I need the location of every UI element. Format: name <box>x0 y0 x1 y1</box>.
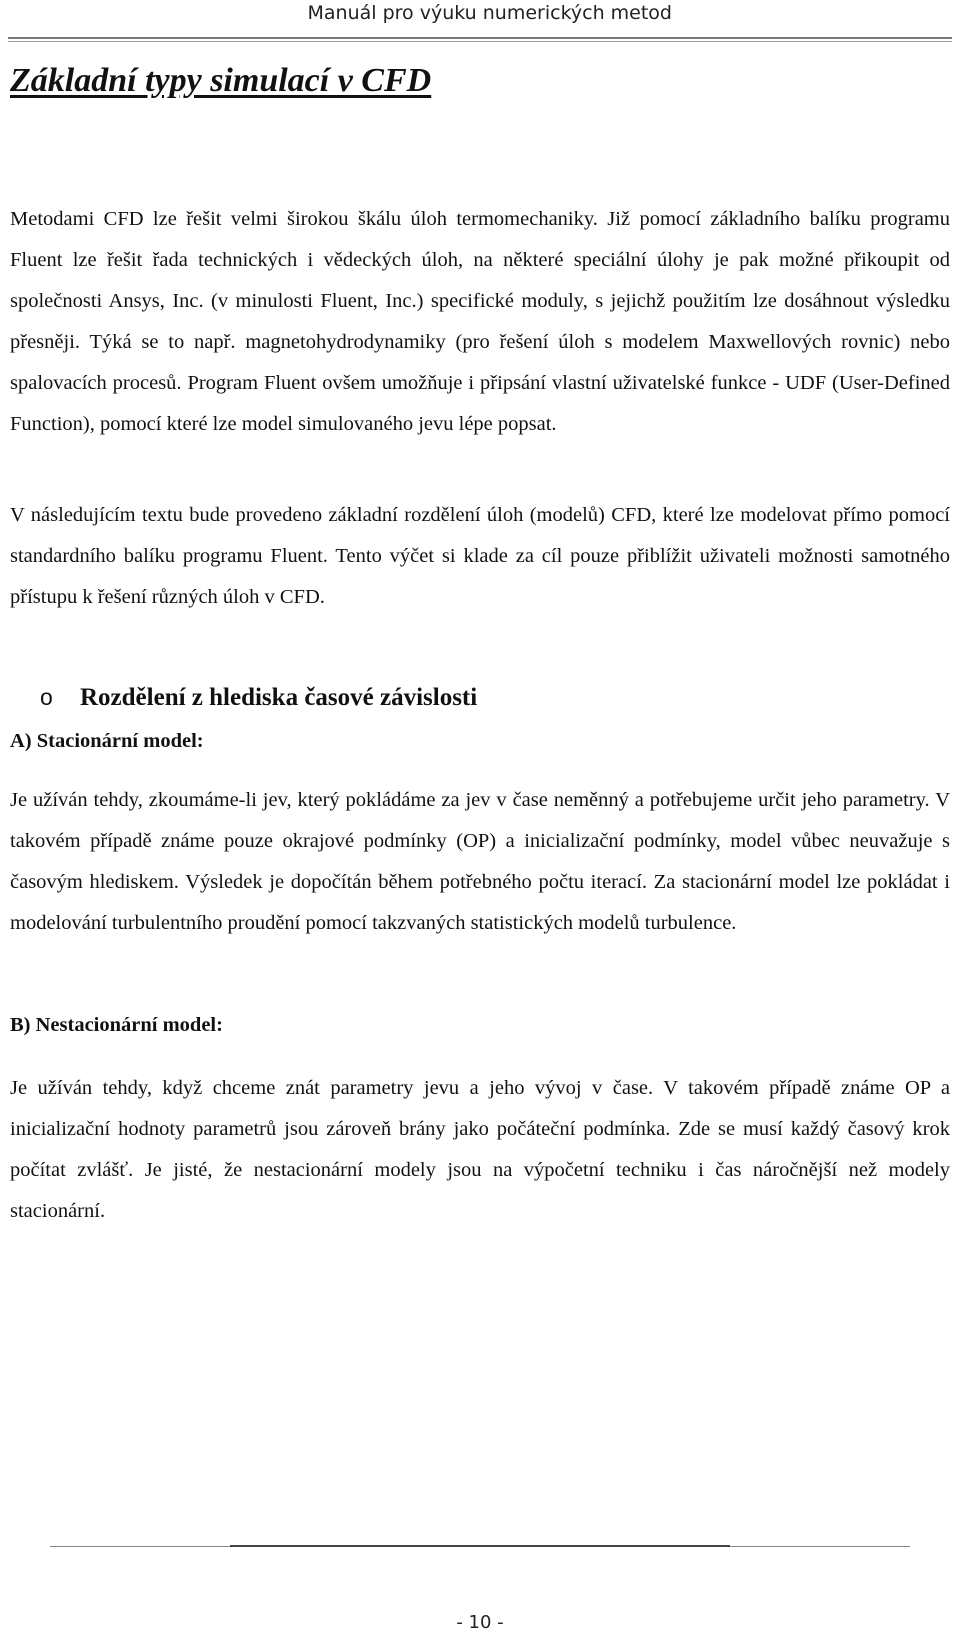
section-heading <box>40 684 477 712</box>
header-rule-thin <box>8 41 952 42</box>
footer-rule-accent <box>230 1545 730 1547</box>
nonstationary-model-heading: B) Nestacionární model: <box>10 1014 223 1036</box>
header-rule <box>8 37 952 39</box>
overview-paragraph: V následujícím textu bude provedeno základní rozdělení úloh (modelů) CFD, které lze modelovat přímo pomocí standardního balíku programu Fluent. Tento výčet si klade za cíl pouze přiblížit uživateli možnosti samotného přístupu k řešení různých úloh v CFD. <box>10 504 950 608</box>
section-heading-text: Rozdělení z hlediska časové závislosti <box>80 684 478 711</box>
page-title: Základní typy simulací v CFD <box>10 62 432 99</box>
stationary-model-heading: A) Stacionární model: <box>10 730 204 752</box>
page-number: - 10 - <box>456 1612 504 1633</box>
intro-paragraph: Metodami CFD lze řešit velmi širokou škálu úloh termomechaniky. Již pomocí základního balíku programu Fluent lze řešit řada technických i vědeckých úloh, na některé speciální úlohy je pak možné přikoupit od společnosti Ansys, Inc. (v minulosti Fluent, Inc.) specifické moduly, s jejichž použitím lze dosáhnout výsledku přesněji. Týká se to např. magnetohydrodynamiky (pro řešení úloh s modelem Maxwellových rovnic) nebo spalovacích procesů. Program Fluent ovšem umožňuje i připsání vlastní uživatelské funkce - UDF (User-Defined Function), pomocí které lze model simulovaného jevu lépe popsat. <box>10 208 950 435</box>
nonstationary-model-paragraph: Je užíván tehdy, když chceme znát parametry jevu a jeho vývoj v čase. V takovém případě známe OP a inicializační hodnoty parametrů jsou zároveň brány jako počáteční podmínka. Zde se musí každý časový krok počítat zvlášť. Je jisté, že nestacionární modely jsou na výpočetní techniku i čas náročnější než modely stacionární. <box>10 1077 950 1222</box>
bullet-marker: o <box>40 684 53 710</box>
stationary-model-paragraph: Je užíván tehdy, zkoumáme-li jev, který pokládáme za jev v čase neměnný a potřebujeme určit jeho parametry. V takovém případě známe pouze okrajové podmínky (OP) a inicializační podmínky, model vůbec neuvažuje s časovým hlediskem. Výsledek je dopočítán během potřebného počtu iterací. Za stacionární model lze pokládat i modelování turbulentního proudění pomocí takzvaných statistických modelů turbulence. <box>10 789 950 934</box>
running-header: Manuál pro výuku numerických metod <box>307 2 672 24</box>
